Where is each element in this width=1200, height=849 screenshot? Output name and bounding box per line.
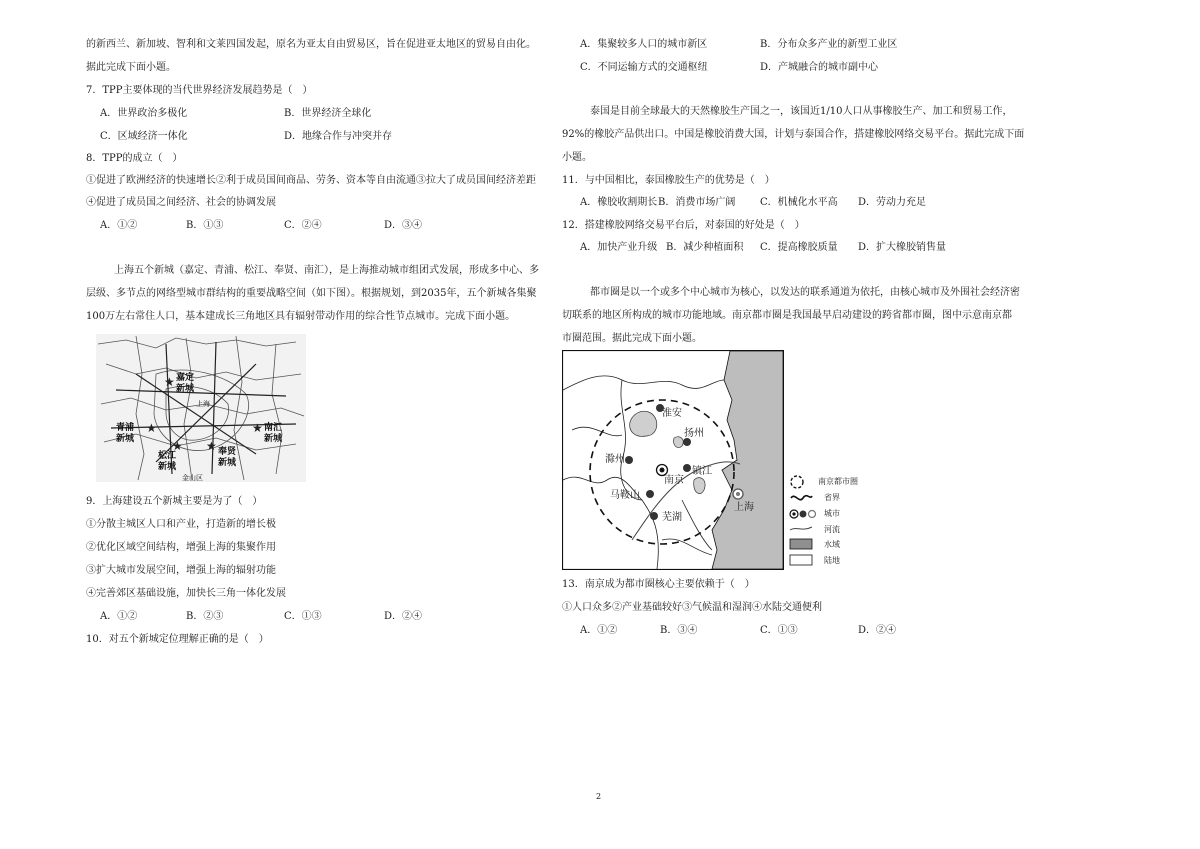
q9-option-b[interactable]: B．②③ <box>186 611 224 622</box>
question-7-stem: 7．TPP主要体现的当代世界经济发展趋势是（ ） <box>86 85 313 96</box>
legend-label: 陆地 <box>824 556 840 565</box>
q11-option-c[interactable]: C．机械化水平高 <box>760 197 838 208</box>
q7-option-d[interactable]: D．地缘合作与冲突并存 <box>284 131 393 142</box>
city-label: 淮安 <box>662 408 682 419</box>
question-10-stem: 10．对五个新城定位理解正确的是（ ） <box>86 634 269 645</box>
passage-shanghai-line: 层级、多节点的网络型城市群结构的重要战略空间（如下图）。根据规划，到2035年，五个新城各集聚 <box>86 288 537 299</box>
city-label: 马鞍山 <box>610 490 640 501</box>
city-label: 滁州 <box>605 454 625 465</box>
passage-thailand-line: 小题。 <box>562 152 592 163</box>
q8-option-c[interactable]: C．②④ <box>284 220 322 231</box>
passage-shanghai-line: 上海五个新城（嘉定、青浦、松江、奉贤、南汇），是上海推动城市组团式发展，形成多中心、多 <box>114 265 539 276</box>
municipality-icon <box>809 511 816 518</box>
legend-label: 水域 <box>824 540 840 549</box>
q13-option-c[interactable]: C．①③ <box>760 625 798 636</box>
capital-marker <box>657 465 668 476</box>
q10-option-a[interactable]: A．集聚较多人口的城市新区 <box>580 39 708 50</box>
q10-option-d[interactable]: D．产城融合的城市副中心 <box>760 62 879 73</box>
q12-option-c[interactable]: C．提高橡胶质量 <box>760 242 838 253</box>
city-dot <box>683 438 691 446</box>
passage-thailand-line: 92%的橡胶产品供出口。中国是橡胶消费大国，计划与泰国合作，搭建橡胶网络交易平台。据此完成下面 <box>562 129 1025 140</box>
passage-nanjing-line: 切联系的地区所构成的城市功能地域。南京都市圈是我国最早启动建设的跨省都市圈，图中示意南京都 <box>562 310 1012 321</box>
legend-symbols <box>788 474 816 570</box>
q9-option-a[interactable]: A．①② <box>100 611 138 622</box>
city-dot <box>683 464 691 472</box>
q8-option-d[interactable]: D．③④ <box>384 220 423 231</box>
lake-shape <box>694 478 705 494</box>
q9-statement-line: ①分散主城区人口和产业，打造新的增长极 <box>86 519 276 530</box>
lake-shape <box>674 437 684 448</box>
map-label: 新城 <box>158 462 177 472</box>
question-8-stem: 8．TPP的成立（ ） <box>86 153 183 164</box>
land-area-icon <box>790 555 812 565</box>
map-label: 新城 <box>218 458 237 468</box>
shanghai-marker <box>733 489 743 499</box>
question-12-stem: 12．搭建橡胶网络交易平台后，对泰国的好处是（ ） <box>562 220 805 231</box>
q13-option-d[interactable]: D．②④ <box>858 625 897 636</box>
legend-label: 南京都市圈 <box>818 477 858 486</box>
passage-thailand-line: 泰国是目前全球最大的天然橡胶生产国之一，该国近1/10人口从事橡胶生产、加工和贸易工作， <box>590 106 1013 117</box>
city-dot-icon <box>800 511 807 518</box>
intro-line: 据此完成下面小题。 <box>86 62 176 73</box>
intro-line: 的新西兰、新加坡、智利和文莱四国发起，原名为亚太自由贸易区，旨在促进亚太地区的贸易自由化。 <box>86 39 536 50</box>
map-label: 新城 <box>176 384 195 394</box>
page-number: 2 <box>596 792 602 801</box>
legend-label: 河流 <box>824 525 840 534</box>
map-label: 松江 <box>158 451 177 461</box>
city-dot <box>625 456 633 464</box>
map-label: 奉贤 <box>218 447 237 457</box>
shanghai-new-towns-map <box>96 334 306 482</box>
q7-option-a[interactable]: A．世界政治多极化 <box>100 108 188 119</box>
q9-statement-line: ②优化区域空间结构，增强上海的集聚作用 <box>86 542 276 553</box>
star-icon: ★ <box>252 421 263 435</box>
q10-option-b[interactable]: B．分布众多产业的新型工业区 <box>760 39 898 50</box>
q11-option-d[interactable]: D．劳动力充足 <box>858 197 927 208</box>
q13-option-a[interactable]: A．①② <box>580 625 618 636</box>
q13-statement-line: ①人口众多②产业基础较好③气候温和湿润④水陆交通便利 <box>562 602 822 613</box>
passage-shanghai-line: 100万左右常住人口，基本建成长三角地区具有辐射带动作用的综合性节点城市。完成下面小题。 <box>86 311 516 322</box>
q10-option-c[interactable]: C．不同运输方式的交通枢纽 <box>580 62 708 73</box>
map-background <box>96 334 306 482</box>
star-icon: ★ <box>146 421 157 435</box>
question-11-stem: 11．与中国相比，泰国橡胶生产的优势是（ ） <box>562 175 775 186</box>
nanjing-map-graphic <box>562 350 784 570</box>
province-border-icon <box>791 496 812 500</box>
q7-option-b[interactable]: B．世界经济全球化 <box>284 108 372 119</box>
q8-option-a[interactable]: A．①② <box>100 220 138 231</box>
nanjing-map-legend <box>788 474 888 570</box>
question-9-stem: 9．上海建设五个新城主要是为了（ ） <box>86 496 263 507</box>
city-label: 南京 <box>664 475 684 486</box>
map-label: 金山区 <box>182 474 203 482</box>
q8-statement-line: ④促进了成员国之间经济、社会的协调发展 <box>86 197 276 208</box>
q11-option-a[interactable]: A．橡胶收割期长 <box>580 197 658 208</box>
city-label: 镇江 <box>692 466 712 477</box>
map-label: 南汇 <box>264 423 283 433</box>
city-label: 上海 <box>734 502 754 513</box>
q7-option-c[interactable]: C．区域经济一体化 <box>100 131 188 142</box>
star-icon: ★ <box>206 439 217 453</box>
city-label: 扬州 <box>684 428 704 439</box>
nanjing-metro-map <box>562 350 784 570</box>
q8-statement-line: ①促进了欧洲经济的快速增长②利于成员国间商品、劳务、资本等自由流通③拉大了成员国间经济差距 <box>86 175 536 186</box>
map-label: 新城 <box>116 434 135 444</box>
city-dot <box>646 490 654 498</box>
q9-option-c[interactable]: C．①③ <box>284 611 322 622</box>
star-icon: ★ <box>164 375 175 389</box>
q9-option-d[interactable]: D．②④ <box>384 611 423 622</box>
map-label: 上海 <box>196 400 210 408</box>
q11-option-b[interactable]: B．消费市场广阔 <box>658 197 736 208</box>
map-label: 新城 <box>264 434 283 444</box>
star-icon: ★ <box>172 439 183 453</box>
map-label: 嘉定 <box>176 373 195 383</box>
shanghai-map-graphic <box>96 334 306 482</box>
water-area-icon <box>790 539 812 549</box>
question-13-stem: 13．南京成为都市圈核心主要依赖于（ ） <box>562 579 755 590</box>
legend-label: 省界 <box>824 493 840 502</box>
legend-label: 城市 <box>824 509 840 518</box>
river-icon <box>790 527 812 530</box>
q8-option-b[interactable]: B．①③ <box>186 220 224 231</box>
q9-statement-line: ④完善郊区基础设施，加快长三角一体化发展 <box>86 588 286 599</box>
q9-statement-line: ③扩大城市发展空间，增强上海的辐射功能 <box>86 565 276 576</box>
city-dot <box>650 512 658 520</box>
passage-nanjing-line: 市圈范围。据此完成下面小题。 <box>562 333 702 344</box>
map-label: 青浦 <box>116 423 135 433</box>
passage-nanjing-line: 都市圈是以一个或多个中心城市为核心，以发达的联系通道为依托，由核心城市及外围社会经济密 <box>590 287 1020 298</box>
city-label: 芜湖 <box>662 512 682 523</box>
q13-option-b[interactable]: B．③④ <box>660 625 698 636</box>
q12-option-a[interactable]: A．加快产业升级 <box>580 242 658 253</box>
q12-option-b[interactable]: B．减少种植面积 <box>666 242 744 253</box>
q12-option-d[interactable]: D．扩大橡胶销售量 <box>858 242 947 253</box>
dashed-circle-icon <box>791 476 803 488</box>
